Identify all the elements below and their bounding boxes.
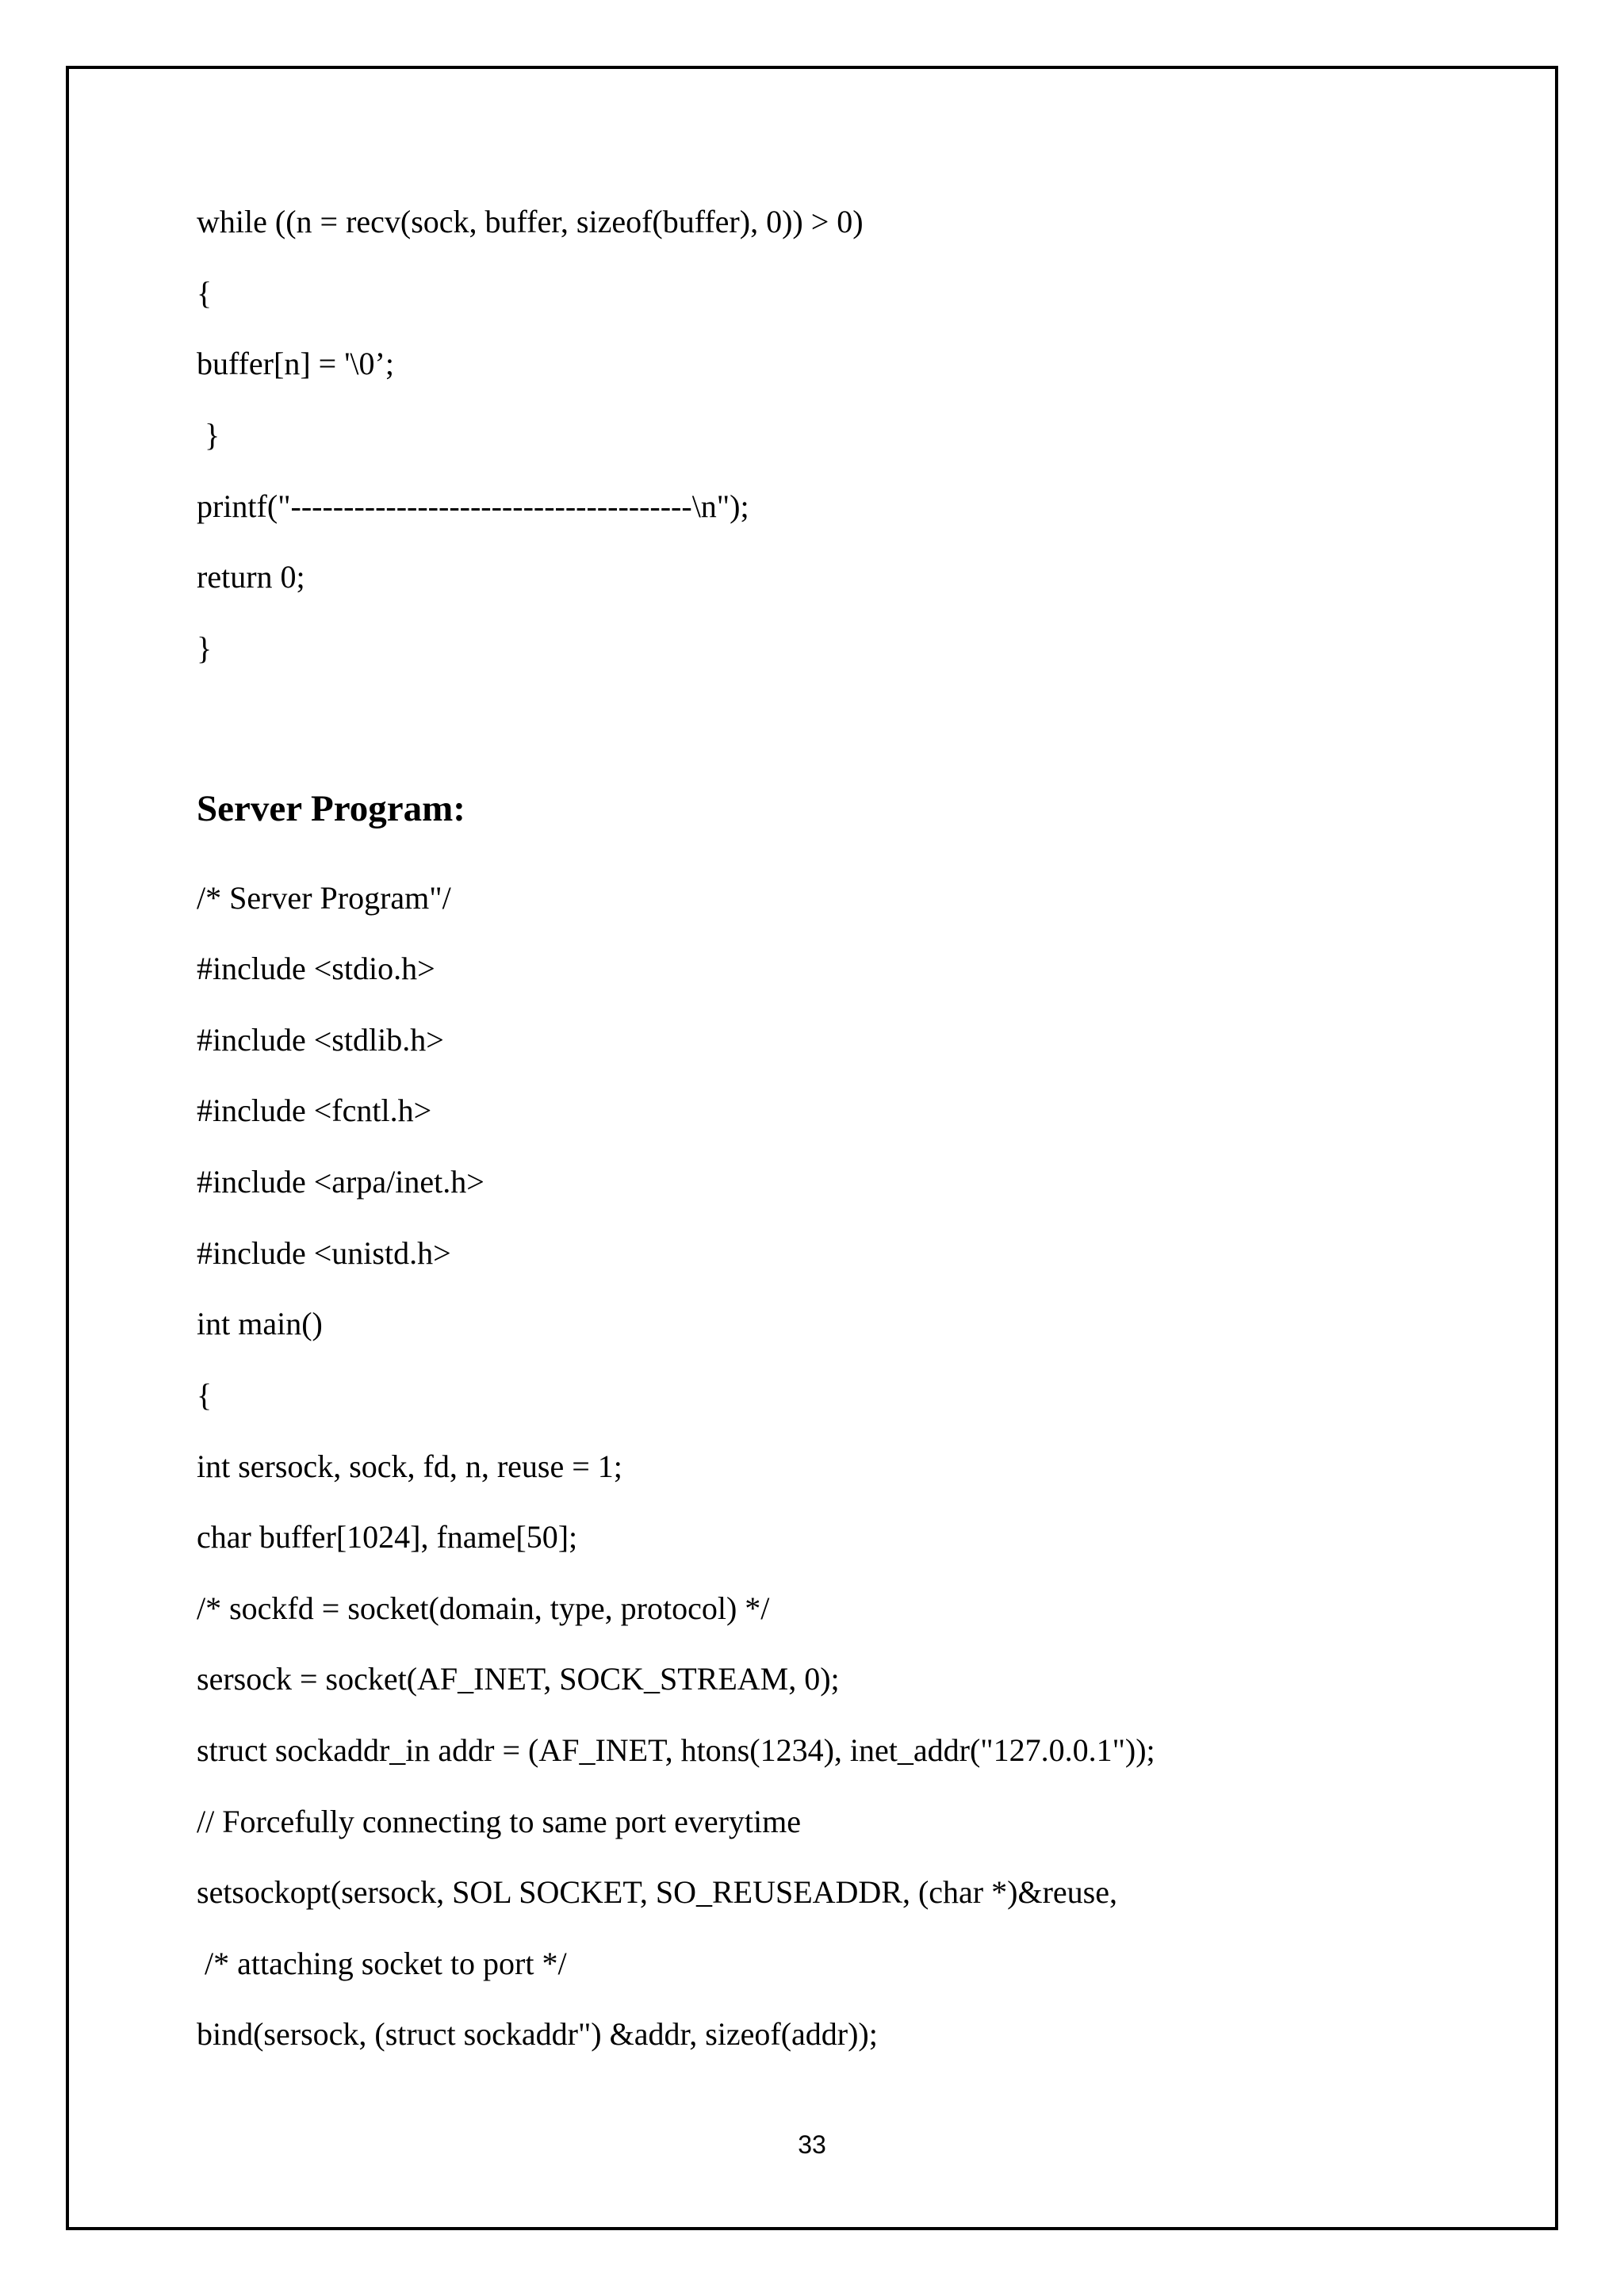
code-line: bind(sersock, (struct sockaddr") &addr, sizeof(addr));	[197, 2016, 878, 2052]
code-line: char buffer[1024], fname[50];	[197, 1519, 578, 1555]
code-line: #include <unistd.h>	[197, 1235, 451, 1271]
page-number: 33	[798, 2130, 826, 2159]
code-line: printf("--------------------------------------\n");	[197, 488, 749, 524]
code-line: }	[197, 417, 220, 453]
code-line: #include <arpa/inet.h>	[197, 1164, 485, 1200]
code-line: #include <fcntl.h>	[197, 1093, 432, 1128]
code-line: #include <stdlib.h>	[197, 1022, 444, 1058]
code-line: struct sockaddr_in addr = (AF_INET, htons(1234), inet_addr("127.0.0.1"));	[197, 1732, 1155, 1768]
code-line: while ((n = recv(sock, buffer, sizeof(buffer), 0)) > 0)	[197, 204, 864, 239]
code-line: {	[197, 1377, 213, 1413]
code-line: {	[197, 275, 213, 311]
code-line: /* attaching socket to port */	[197, 1946, 567, 1981]
code-line: int main()	[197, 1306, 323, 1341]
code-line: /* Server Program"/	[197, 880, 451, 916]
code-line: sersock = socket(AF_INET, SOCK_STREAM, 0);	[197, 1661, 840, 1697]
code-line: }	[197, 630, 213, 666]
code-line: #include <stdio.h>	[197, 951, 435, 986]
code-line: // Forcefully connecting to same port everytime	[197, 1804, 801, 1839]
section-heading: Server Program:	[197, 788, 465, 829]
code-line: buffer[n] = '\0’;	[197, 346, 394, 381]
code-line: int sersock, sock, fd, n, reuse = 1;	[197, 1448, 622, 1484]
code-line: return 0;	[197, 559, 305, 595]
code-line: setsockopt(sersock, SOL SOCKET, SO_REUSEADDR, (char *)&reuse,	[197, 1874, 1117, 1910]
code-line: /* sockfd = socket(domain, type, protocol) */	[197, 1590, 770, 1626]
